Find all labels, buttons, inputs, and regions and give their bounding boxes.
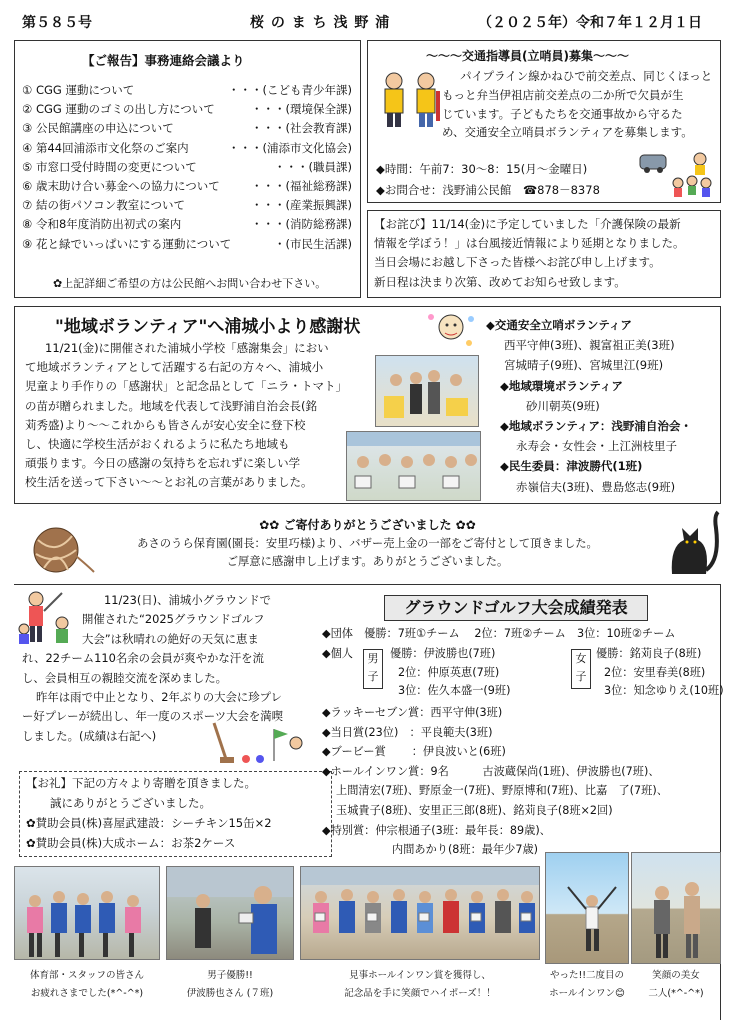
- report-item-text: ⑨ 花と緑でいっぱいにする運動について: [22, 236, 232, 251]
- traffic-body: [442, 67, 712, 142]
- traffic-contact: ◆お問合せ：浅野浦公民館 ☎878－8378: [376, 183, 600, 197]
- golf-intro-line: 大会”は秋晴れの絶好の天気に恵ま: [82, 631, 259, 646]
- other-award-line: 内間あかり(8班：最年少7歳): [392, 843, 539, 857]
- caption-hole-in-one-1: 見事ホールインワン賞を獲得し、: [349, 970, 491, 981]
- report-item-text: ④ 第44回浦添市文化祭のご案内: [22, 140, 189, 155]
- volunteer-list-line: 西平守伸(3班)、親富祖正美(3班): [504, 338, 675, 353]
- volunteer-body-line: 児童より手作りの「感謝状」と記念品として「ニラ・トマト」: [25, 379, 347, 394]
- report-item-text: ⑤ 市窓口受付時間の変更について: [22, 159, 197, 174]
- report-box: [14, 40, 361, 298]
- report-item-text: ⑧ 令和8年度消防出初式の案内: [22, 217, 182, 232]
- caption-hole-in-one-2: 記念品を手に笑顔でハイポーズ！！: [344, 988, 496, 999]
- female-label: 女子: [571, 649, 591, 689]
- male-label: 男子: [363, 649, 383, 689]
- volunteer-list-line: 宮城晴子(9班)、宮城里江(9班): [504, 358, 664, 373]
- volunteer-list-line: ◆民生委員：津波勝代(1班): [500, 459, 643, 474]
- caption-women-2: 二人(*^-^*): [648, 988, 704, 999]
- traffic-line: パイプライン線かねひで前交差点、同じくほっと: [460, 69, 713, 83]
- other-award-line: ◆ラッキーセブン賞：西平守伸(3班): [322, 706, 503, 719]
- report-item: [22, 158, 352, 177]
- other-award-line: 玉城貴子(8班)、安里正三郎(8班)、銘苅良子(8班×2回): [336, 803, 613, 817]
- report-item-dept: ・・・(社会教育課): [251, 121, 352, 136]
- newsletter-title: 桜 の ま ち 浅 野 浦: [250, 15, 391, 31]
- caption-second-hole-2: ホールインワン😊: [549, 988, 625, 999]
- apology-body: [374, 215, 685, 292]
- other-award-line: ◆特別賞：仲宗根通子(3班：最年長：89歳)、: [322, 823, 551, 837]
- volunteer-list-line: ◆地域ボランティア：浅野浦自治会・: [500, 419, 692, 434]
- other-award-line: ◆ブービー賞 ：伊良波いと(6班): [322, 745, 506, 759]
- other-award-line: 上間清宏(7班)、野原金一(7班)、野原博和(7班)、比嘉 了(7班)、: [336, 784, 668, 798]
- volunteer-body-line: て地域ボランティアとして活躍する右記の方々へ、浦城小: [25, 360, 324, 375]
- caption-staff-2: お疲れさまでした(*^-^*): [30, 988, 144, 999]
- report-item-dept: ・・・(こども青少年課): [228, 83, 352, 97]
- ground-golf-equipment-illustration: [204, 719, 304, 765]
- photo-volunteers-group: [346, 431, 481, 501]
- report-item: [22, 100, 352, 119]
- traffic-box: [367, 40, 721, 203]
- report-item: [22, 139, 352, 158]
- caption-male-winner-2: 伊波勝也さん (７班): [186, 988, 274, 999]
- golf-intro-line: 11/23(日)、浦城小グラウンドで: [104, 593, 272, 607]
- thanks-body: [26, 773, 272, 853]
- report-title: 【ご報告】事務連絡会議より: [82, 53, 245, 68]
- golf-intro-line: れ、22チーム110名余の会員が爽やかな汗を流: [22, 651, 264, 666]
- thanks-line: 誠にありがとうございました。: [50, 796, 211, 810]
- issue-date: （２０２５年）令和７年１２月１日: [478, 15, 702, 31]
- other-awards: [322, 703, 668, 860]
- apology-line: 新日程は決まり次第、改めてお知らせ致します。: [374, 274, 626, 289]
- report-item-text: ⑥ 歳末助け合い募金への協力について: [22, 178, 220, 193]
- volunteer-body-line: の苗が贈られました。地域を代表して浅野浦自治会長(銘: [25, 398, 317, 413]
- report-item-dept: ・(市民生活課): [274, 236, 352, 251]
- report-item-text: ③ 公民館講座の申込について: [22, 121, 174, 136]
- traffic-title: ～～～交通指導員(立哨員)募集～～～: [426, 49, 629, 63]
- report-item: [22, 81, 352, 100]
- volunteer-list-line: ◆地域環境ボランティア: [500, 378, 623, 393]
- results-title: グラウンドゴルフ大会成績発表: [384, 595, 648, 621]
- report-footer: ✿上記詳細ご希望の方は公民館へお問い合わせ下さい。: [53, 277, 327, 290]
- masthead: [0, 12, 735, 34]
- black-cat-icon: [662, 510, 720, 580]
- report-item-text: ② CGG 運動のゴミの出し方について: [22, 102, 215, 117]
- photo-male-winner: [166, 866, 294, 960]
- thanks-line: ✿賛助会員(株)大成ホーム：お茶2ケース: [26, 836, 236, 850]
- report-item: [22, 215, 352, 234]
- caption-male-winner-1: 男子優勝!!: [207, 970, 253, 981]
- volunteer-title: "地域ボランティア"へ浦城小より感謝状: [55, 317, 361, 337]
- results-individual-label: ◆個人: [322, 647, 353, 660]
- thanks-mascot-illustration: [425, 309, 477, 349]
- photo-hole-in-one-winners: [300, 866, 540, 960]
- male-result-line: 2位：仲原英恵(7班): [398, 665, 500, 679]
- report-item: [22, 119, 352, 138]
- results-team: ◆団体 優勝：7班①チーム 2位：7班②チーム 3位：10班②チーム: [322, 627, 676, 640]
- golf-intro-line: しました。(成績は右記へ): [22, 728, 157, 743]
- thanks-line: ✿賛助会員(株)喜屋武建設：シーチキン15缶×2: [26, 816, 272, 830]
- volunteer-body-line: し、快適に学校生活がおくれるように私たち地域も: [25, 437, 290, 452]
- thanks-box: [19, 771, 332, 857]
- golf-intro-line: ー好プレーが続出し、年一度のスポーツ大会を満喫: [22, 709, 284, 724]
- volunteer-list: [486, 315, 692, 497]
- female-results: [596, 645, 724, 701]
- report-item-dept: ・・・(環境保全課): [251, 102, 352, 117]
- golf-intro-line: 開催された“2025グラウンドゴルフ: [82, 612, 265, 627]
- volunteer-list-line: 永寿会・女性会・上江洲枝里子: [516, 439, 677, 454]
- apology-box: [367, 210, 721, 298]
- male-result-line: 3位：佐久本盛一(9班): [398, 684, 511, 698]
- crossing-guards-illustration: [374, 69, 450, 131]
- photo-staff-group: [14, 866, 160, 960]
- donation-line-1: あさのうら保育園(園長：安里巧様)より、バザー売上金の一部をご寄付として頂きました。: [137, 537, 598, 550]
- report-item-dept: ・・・(福祉総務課): [251, 178, 352, 193]
- volunteer-body-line: 苅秀盛)より～～これからも皆さんが安心安全に登下校: [25, 417, 306, 432]
- male-result-line: 優勝：伊波勝也(7班): [390, 647, 496, 660]
- female-result-line: 優勝：銘苅良子(8班): [596, 647, 702, 660]
- golf-intro-line: 昨年は雨で中止となり、2年ぶりの大会に珍プレ: [36, 690, 282, 705]
- female-result-line: 2位：安里春美(8班): [604, 665, 706, 679]
- apology-line: 情報を学ぼう！」は台風接近情報により延期となりました。: [374, 236, 685, 251]
- volunteer-list-line: ◆交通安全立哨ボランティア: [486, 318, 632, 332]
- report-item: [22, 235, 352, 254]
- golf-intro-line: し、会員相互の親睦交流を深めました。: [22, 670, 228, 685]
- other-award-line: ◆当日賞(23位) ：平良範夫(3班): [322, 725, 493, 739]
- report-item-dept: ・・・(職員課): [274, 159, 352, 174]
- female-result-line: 3位：知念ゆりえ(10班): [604, 684, 724, 698]
- report-item-text: ⑦ 結の街パソコン教室について: [22, 198, 186, 213]
- apology-line: 【お詫び】11/14(金)に予定していました「介護保険の最新: [374, 217, 681, 231]
- report-item: [22, 196, 352, 215]
- donation-band: [14, 510, 721, 584]
- thanks-line: 【お礼】下記の方々より寄贈を頂きました。: [26, 776, 256, 790]
- report-item-dept: ・・・(消防総務課): [251, 217, 352, 232]
- volunteer-list-line: 砂川朝英(9班): [526, 398, 600, 413]
- male-results: [390, 645, 510, 701]
- report-item: [22, 177, 352, 196]
- volunteer-list-line: 赤嶺信夫(3班)、豊島悠志(9班): [516, 479, 676, 494]
- caption-staff-1: 体育部・スタッフの皆さん: [29, 970, 144, 981]
- report-item-dept: ・・・(産業振興課): [251, 198, 352, 213]
- children-crossing-illustration: [638, 149, 718, 201]
- traffic-line: じています。子どもたちを交通事故から守るた: [442, 106, 683, 121]
- caption-second-hole-1: やった!!二度目の: [549, 970, 625, 981]
- volunteer-box: [14, 306, 721, 504]
- donation-line-2: ご厚意に感謝申し上げます。ありがとうございました。: [226, 555, 509, 568]
- report-item-text: ① CGG 運動について: [22, 83, 135, 97]
- traffic-time: ◆時間：午前7：30～8：15(月～金曜日): [376, 162, 588, 176]
- photo-two-smiling-women: [631, 852, 721, 964]
- photo-award-ceremony: [375, 355, 479, 427]
- apology-line: 当日会場にお越し下さった皆様へお詫び申し上げます。: [374, 255, 661, 270]
- traffic-line: もっと弁当伊祖店前交差点の二か所で欠員が生: [442, 87, 684, 102]
- volunteer-body-line: 校生活を送って下さい～～とお礼の言葉がありました。: [25, 475, 313, 490]
- traffic-line: め、交通安全立哨員ボランティアを募集します。: [442, 125, 693, 140]
- other-award-line: ◆ホールインワン賞：9名 古波蔵保尚(1班)、伊波勝也(7班)、: [322, 764, 660, 778]
- donation-title: ✿✿ ご寄付ありがとうございました ✿✿: [259, 518, 476, 532]
- volunteer-body-line: 11/21(金)に開催された浦城小学校「感謝集会」におい: [45, 341, 329, 355]
- photo-second-hole-in-one: [545, 852, 629, 964]
- caption-women-1: 笑顔の美女: [652, 970, 700, 981]
- issue-number: 第５８５号: [22, 15, 92, 31]
- report-item-dept: ・・・(浦添市文化協会): [228, 140, 352, 155]
- report-list: [22, 81, 352, 254]
- volunteer-body: [25, 339, 347, 493]
- volunteer-body-line: 頑張ります。今日の感謝の気持ちを忘れずに楽しい学: [25, 456, 301, 471]
